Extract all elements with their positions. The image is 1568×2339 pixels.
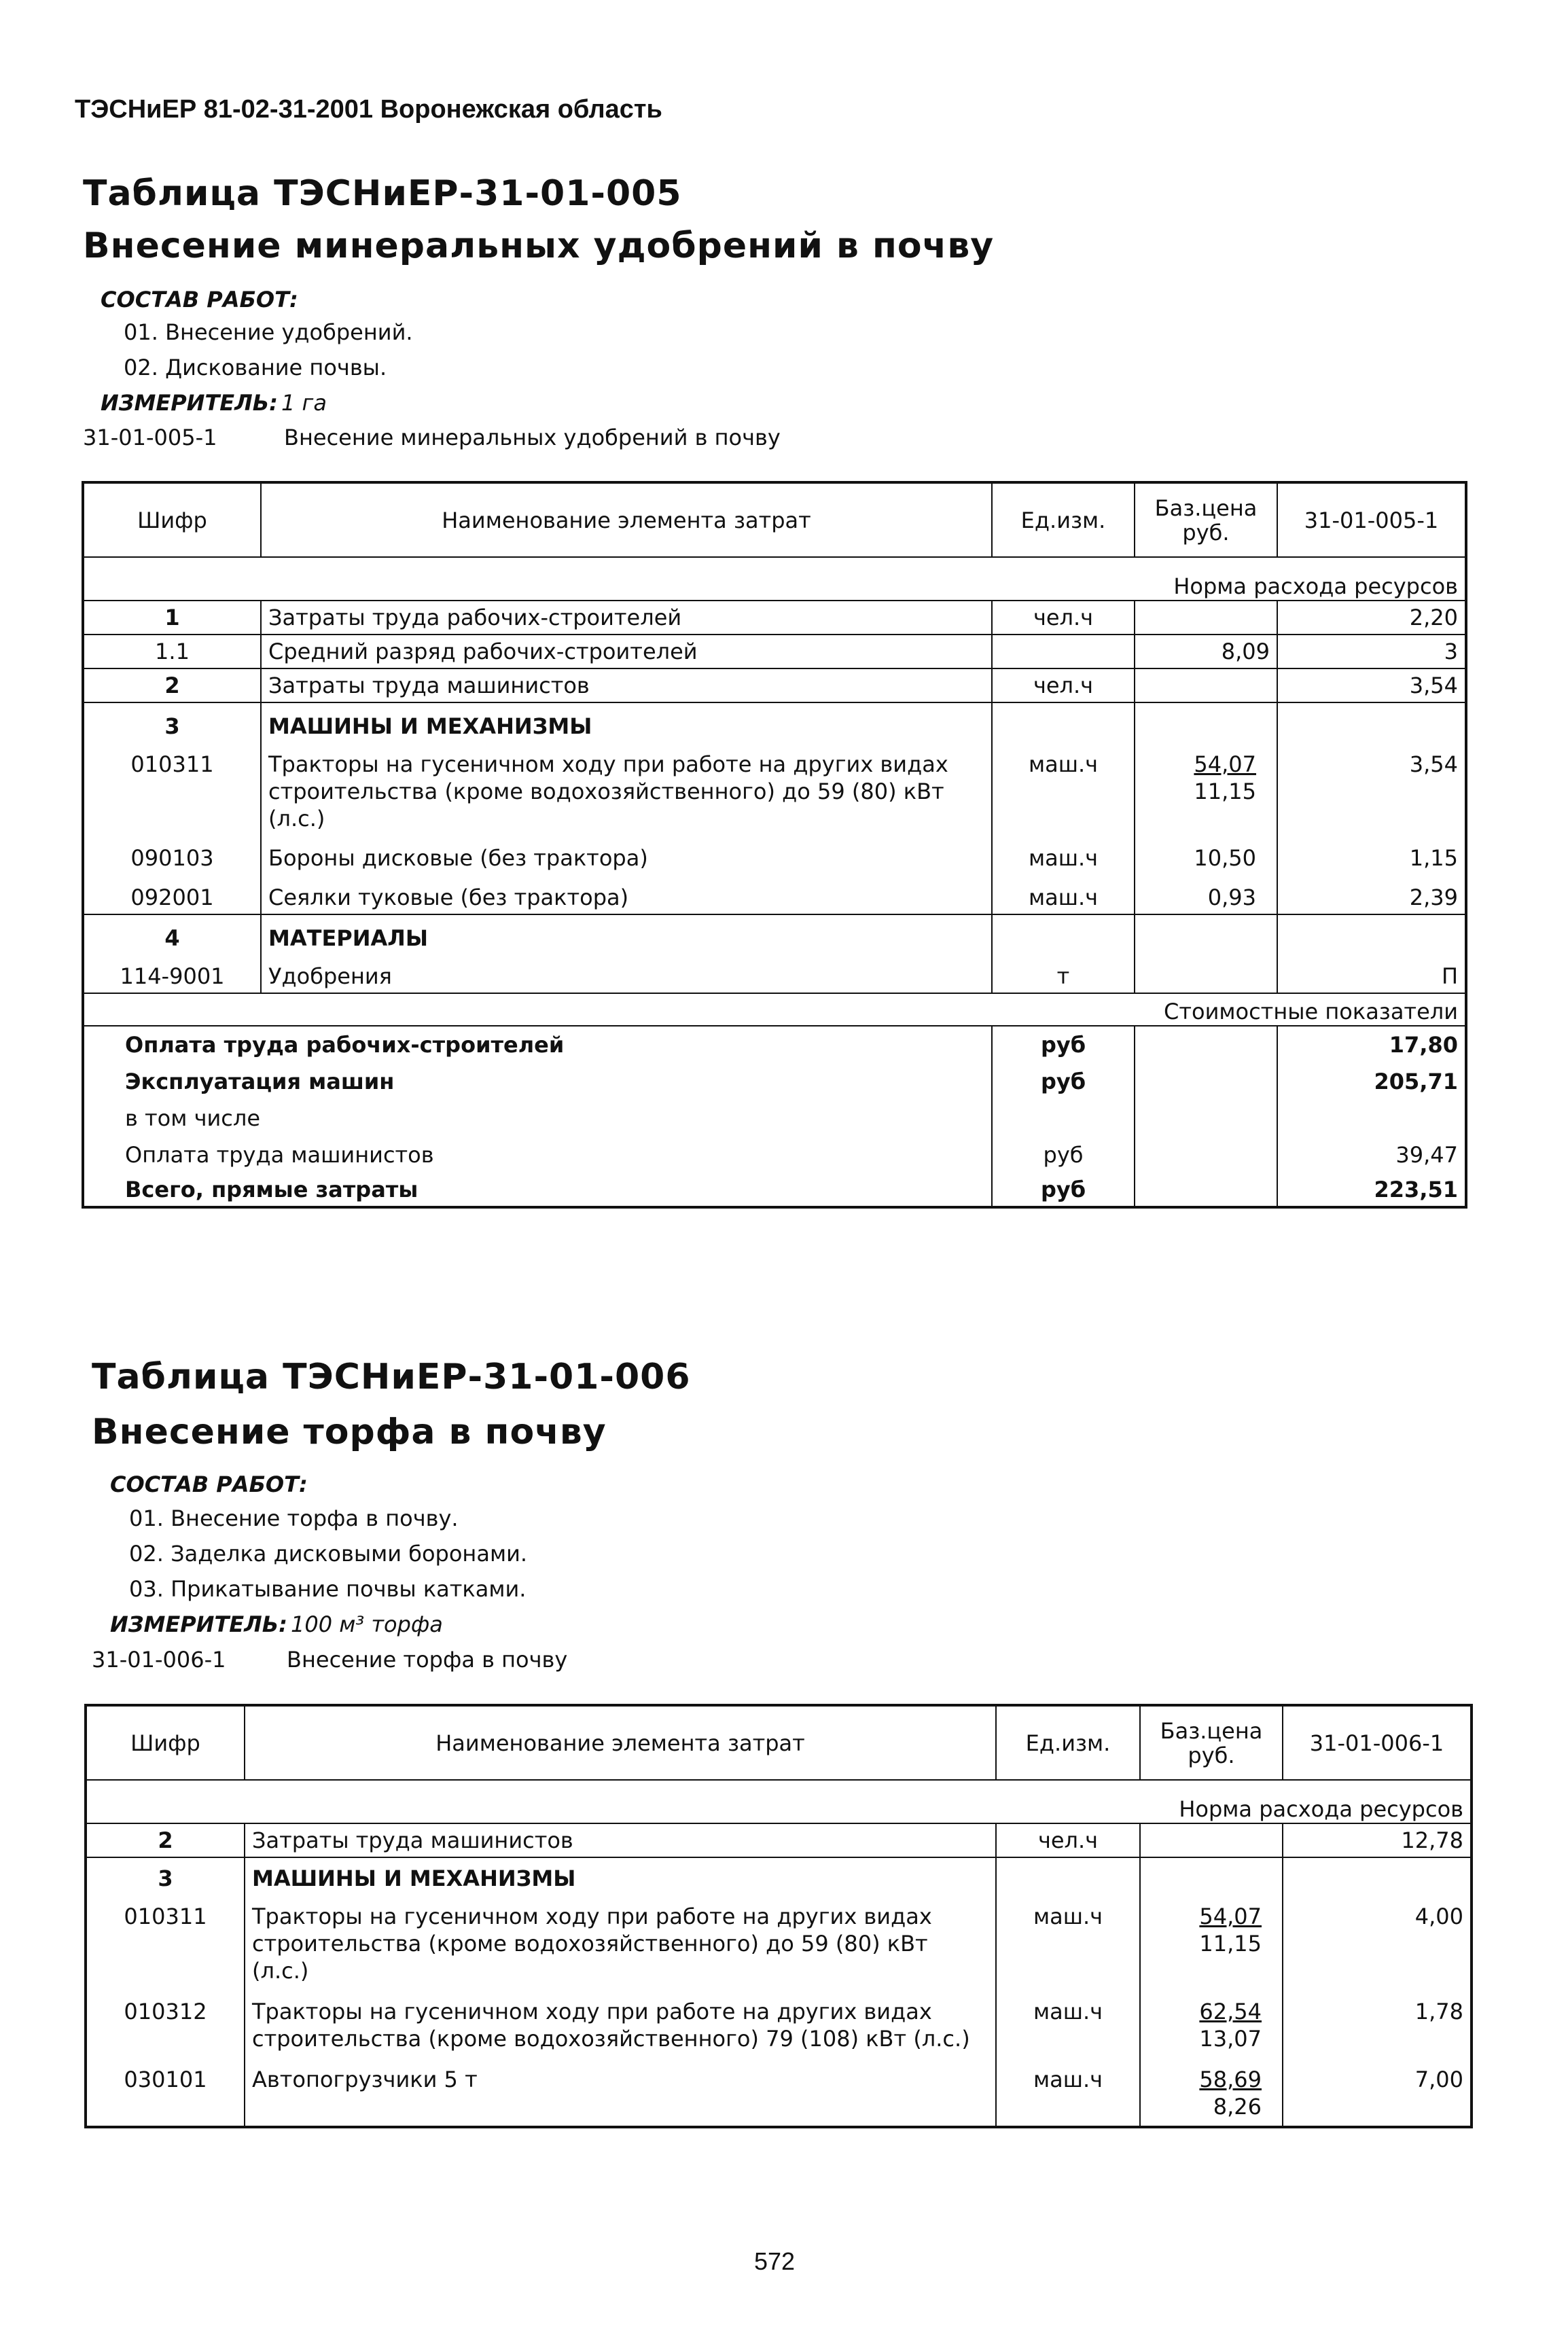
table1-work-item: 02. Дискование почвы. <box>124 355 387 380</box>
table-row: 090103 Бороны дисковые (без трактора) маш.ч 10,50 1,15 <box>83 835 1466 874</box>
cost-caption: Стоимостные показатели <box>83 993 1466 1026</box>
cost-row: Эксплуатация машин руб 205,71 <box>83 1063 1466 1100</box>
table1-composition-label: СОСТАВ РАБОТ: <box>101 287 298 313</box>
table1-subtitle: Внесение минеральных удобрений в почву <box>83 226 995 266</box>
column-header-code: Шифр <box>86 1705 245 1780</box>
table2-unit-value: 100 м³ торфа <box>291 1611 443 1637</box>
column-header-norm: 31-01-005-1 <box>1277 482 1466 557</box>
table2-norms-table <box>84 1704 1473 2128</box>
table2-code: 31-01-006-1 <box>92 1647 226 1673</box>
table-row: 010311 Тракторы на гусеничном ходу при работе на других видах строительства (кроме водохозяйственного) до 59 (80) кВт (л.с.) маш.ч 54,07 11,15 4,00 <box>86 1895 1472 1987</box>
table2-work-item: 02. Заделка дисковыми боронами. <box>129 1541 528 1567</box>
column-header-price: Баз.цена руб. <box>1135 482 1277 557</box>
table2-title: Таблица ТЭСНиЕР-31-01-006 <box>92 1357 691 1397</box>
table2-code-description: Внесение торфа в почву <box>287 1647 568 1673</box>
column-header-name: Наименование элемента затрат <box>245 1705 996 1780</box>
table-row: 010311 Тракторы на гусеничном ходу при работе на других видах строительства (кроме водохозяйственного) до 59 (80) кВт (л.с.) маш.ч 54,07 11,15 3,54 <box>83 743 1466 835</box>
table-row: 010312 Тракторы на гусеничном ходу при работе на других видах строительства (кроме водохозяйственного) 79 (108) кВт (л.с.) маш.ч 62,54 13,07 1,78 <box>86 1987 1472 2055</box>
table-row: 2 Затраты труда машинистов чел.ч 3,54 <box>83 668 1466 702</box>
table-row: 3 МАШИНЫ И МЕХАНИЗМЫ <box>83 702 1466 743</box>
table-row: 4 МАТЕРИАЛЫ <box>83 914 1466 954</box>
cost-caption-row <box>83 993 1466 1026</box>
table-row: 114-9001 Удобрения т П <box>83 954 1466 993</box>
table2-composition-label: СОСТАВ РАБОТ: <box>110 1471 308 1497</box>
table1-code: 31-01-005-1 <box>83 425 217 450</box>
column-header-unit: Ед.изм. <box>996 1705 1140 1780</box>
table1-title: Таблица ТЭСНиЕР-31-01-005 <box>83 173 682 214</box>
column-header-name: Наименование элемента затрат <box>261 482 992 557</box>
norm-caption: Норма расхода ресурсов <box>86 1780 1472 1823</box>
table2-work-item: 03. Прикатывание почвы катками. <box>129 1576 527 1602</box>
page-number: 572 <box>754 2247 796 2275</box>
table-row: 3 МАШИНЫ И МЕХАНИЗМЫ <box>86 1857 1472 1895</box>
table-row: 030101 Автопогрузчики 5 т маш.ч 58,69 8,26 7,00 <box>86 2055 1472 2127</box>
column-header-code: Шифр <box>83 482 261 557</box>
norm-caption-row <box>83 557 1466 601</box>
column-header-unit: Ед.изм. <box>992 482 1135 557</box>
column-header-norm: 31-01-006-1 <box>1283 1705 1472 1780</box>
table-row: 092001 Сеялки туковые (без трактора) маш.ч 0,93 2,39 <box>83 874 1466 914</box>
cost-row: Оплата труда машинистов руб 39,47 <box>83 1137 1466 1173</box>
table2-subtitle: Внесение торфа в почву <box>92 1412 607 1452</box>
table2-work-item: 01. Внесение торфа в почву. <box>129 1505 459 1531</box>
document-header: ТЭСНиЕР 81-02-31-2001 Воронежская область <box>75 95 662 124</box>
table1-unit-label: ИЗМЕРИТЕЛЬ: <box>101 390 278 416</box>
table-header-row <box>83 482 1466 557</box>
norm-caption-row <box>86 1780 1472 1823</box>
norm-caption: Норма расхода ресурсов <box>83 557 1466 601</box>
table1-norms-table <box>82 481 1467 1209</box>
table-row: 1 Затраты труда рабочих-строителей чел.ч 2,20 <box>83 601 1466 635</box>
table1-code-description: Внесение минеральных удобрений в почву <box>284 425 781 450</box>
table-row: 1.1 Средний разряд рабочих-строителей 8,09 3 <box>83 635 1466 668</box>
table2-unit-label: ИЗМЕРИТЕЛЬ: <box>110 1611 287 1637</box>
cost-row: Оплата труда рабочих-строителей руб 17,80 <box>83 1026 1466 1063</box>
table1-work-item: 01. Внесение удобрений. <box>124 319 413 345</box>
table-header-row <box>86 1705 1472 1780</box>
table-row: 2 Затраты труда машинистов чел.ч 12,78 <box>86 1823 1472 1857</box>
column-header-price: Баз.цена руб. <box>1140 1705 1283 1780</box>
cost-row: Всего, прямые затраты руб 223,51 <box>83 1173 1466 1207</box>
cost-row: в том числе <box>83 1100 1466 1137</box>
table1-unit-value: 1 га <box>281 390 327 416</box>
